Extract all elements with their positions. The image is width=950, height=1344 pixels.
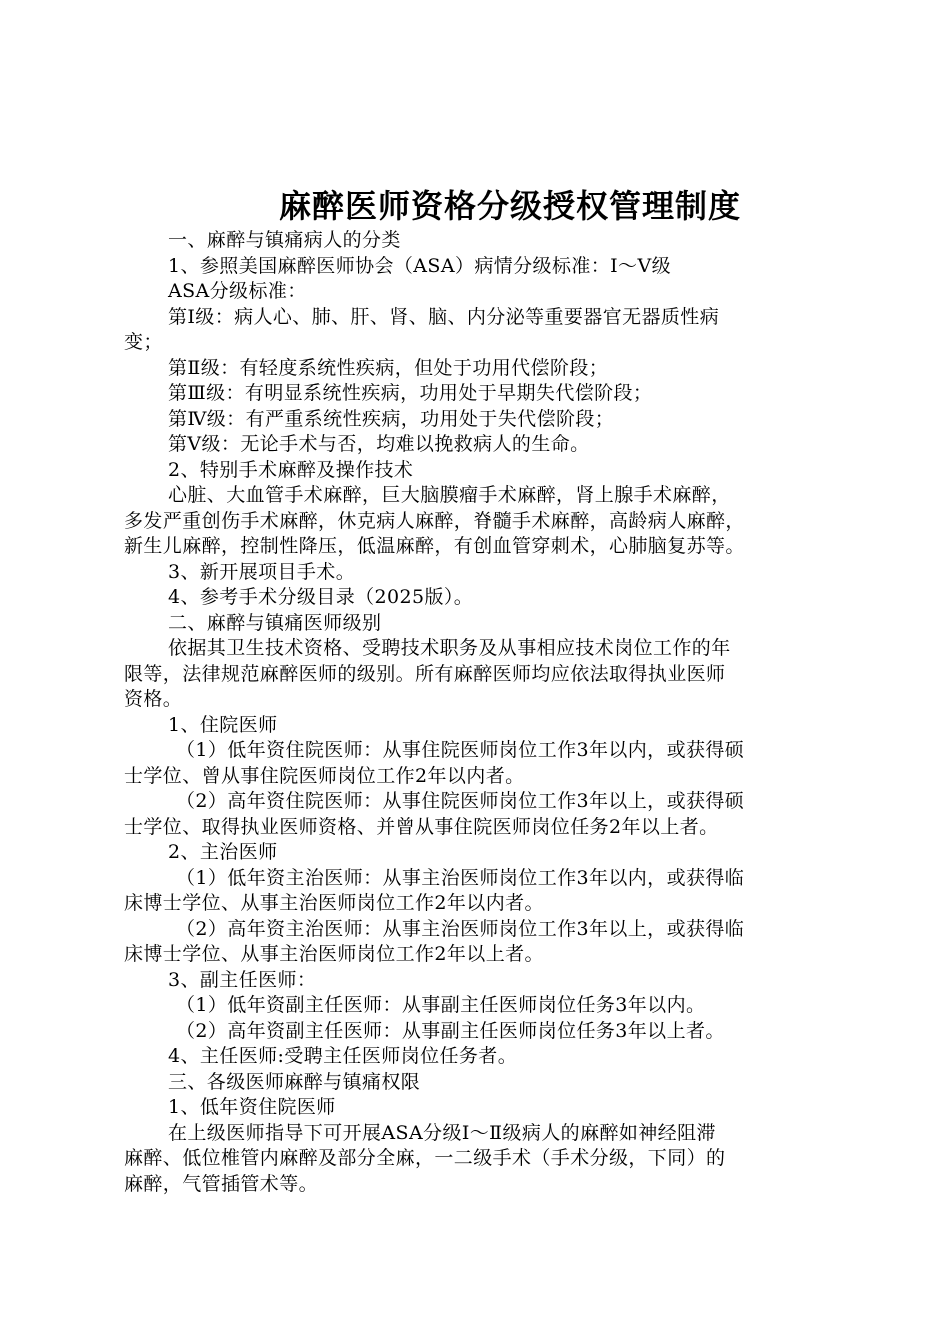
special-surgery-line-2: 多发严重创伤手术麻醉，休克病人麻醉，脊髓手术麻醉，高龄病人麻醉， bbox=[124, 509, 745, 532]
senior-attending-line-1: （2）高年资主治医师：从事主治医师岗位工作3年以上，或获得临 bbox=[176, 917, 745, 940]
junior-attending-line-1: （1）低年资主治医师：从事主治医师岗位工作3年以内，或获得临 bbox=[176, 866, 745, 889]
attending-heading: 2、主治医师 bbox=[168, 841, 278, 863]
asa-grade-2-line: 第Ⅱ级：有轻度系统性疾病，但处于功用代偿阶段； bbox=[168, 356, 609, 379]
authority-line-3: 麻醉，气管插管术等。 bbox=[124, 1172, 319, 1195]
junior-associate-chief-line: （1）低年资副主任医师：从事副主任医师岗位任务3年以内。 bbox=[176, 994, 706, 1016]
junior-resident-line-2: 士学位、曾从事住院医师岗位工作2年以内者。 bbox=[124, 764, 525, 787]
asa-standard-label: ASA分级标准： bbox=[168, 280, 307, 302]
senior-associate-chief-line: （2）高年资副主任医师：从事副主任医师岗位任务3年以上者。 bbox=[176, 1019, 725, 1042]
senior-resident-line-2: 士学位、取得执业医师资格、并曾从事住院医师岗位任务2年以上者。 bbox=[124, 815, 719, 838]
level-basis-line-1: 依据其卫生技术资格、受聘技术职务及从事相应技术岗位工作的年 bbox=[168, 637, 731, 659]
document-body bbox=[124, 228, 844, 1197]
asa-grade-1-cont: 变； bbox=[124, 331, 163, 353]
special-surgery-line-3: 新生儿麻醉，控制性降压，低温麻醉，有创血管穿刺术，心肺脑复苏等。 bbox=[124, 535, 745, 557]
asa-grade-1-line: 第Ⅰ级：病人心、肺、肝、肾、脑、内分泌等重要器官无器质性病 bbox=[168, 305, 720, 328]
surgery-catalog-line: 4、参考手术分级目录（2025版）。 bbox=[168, 586, 474, 608]
senior-resident-line-1: （2）高年资住院医师：从事住院医师岗位工作3年以上，或获得硕 bbox=[176, 790, 745, 812]
level-basis-line-3: 资格。 bbox=[124, 688, 183, 710]
junior-attending-line-2: 床博士学位、从事主治医师岗位工作2年以内者。 bbox=[124, 892, 544, 914]
chief-physician-line: 4、主任医师:受聘主任医师岗位任务者。 bbox=[168, 1045, 518, 1067]
document-title: 麻醉医师资格分级授权管理制度 bbox=[278, 187, 741, 225]
junior-resident-line-1: （1）低年资住院医师：从事住院医师岗位工作3年以内，或获得硕 bbox=[176, 739, 745, 761]
special-surgery-line-1: 心脏、大血管手术麻醉，巨大脑膜瘤手术麻醉，肾上腺手术麻醉， bbox=[168, 484, 731, 506]
asa-grade-5-line: 第Ⅴ级：无论手术与否，均难以挽救病人的生命。 bbox=[168, 433, 590, 455]
resident-heading: 1、住院医师 bbox=[168, 713, 278, 736]
section-heading-3: 三、各级医师麻醉与镇痛权限 bbox=[168, 1070, 421, 1093]
section-heading-1: 一、麻醉与镇痛病人的分类 bbox=[168, 229, 401, 251]
associate-chief-heading: 3、副主任医师： bbox=[168, 968, 317, 991]
level-basis-line-2: 限等，法律规范麻醉医师的级别。所有麻醉医师均应依法取得执业医师 bbox=[124, 662, 726, 685]
authority-line-2: 麻醉、低位椎管内麻醉及部分全麻，一二级手术（手术分级，下同）的 bbox=[124, 1147, 726, 1169]
new-project-line: 3、新开展项目手术。 bbox=[168, 560, 356, 583]
section-heading-2: 二、麻醉与镇痛医师级别 bbox=[168, 611, 382, 634]
asa-grade-4-line: 第Ⅳ级：有严重系统性疾病，功用处于失代偿阶段； bbox=[168, 407, 615, 430]
special-surgery-heading: 2、特别手术麻醉及操作技术 bbox=[168, 458, 414, 481]
asa-grade-3-line: 第Ⅲ级：有明显系统性疾病，功用处于早期失代偿阶段； bbox=[168, 382, 653, 404]
senior-attending-line-2: 床博士学位、从事主治医师岗位工作2年以上者。 bbox=[124, 943, 544, 965]
authority-line-1: 在上级医师指导下可开展ASA分级Ⅰ～Ⅱ级病人的麻醉如神经阻滞 bbox=[168, 1121, 716, 1144]
asa-criteria-line: 1、参照美国麻醉医师协会（ASA）病情分级标准：I～V级 bbox=[168, 254, 671, 277]
junior-resident-authority-heading: 1、低年资住院医师 bbox=[168, 1096, 336, 1118]
